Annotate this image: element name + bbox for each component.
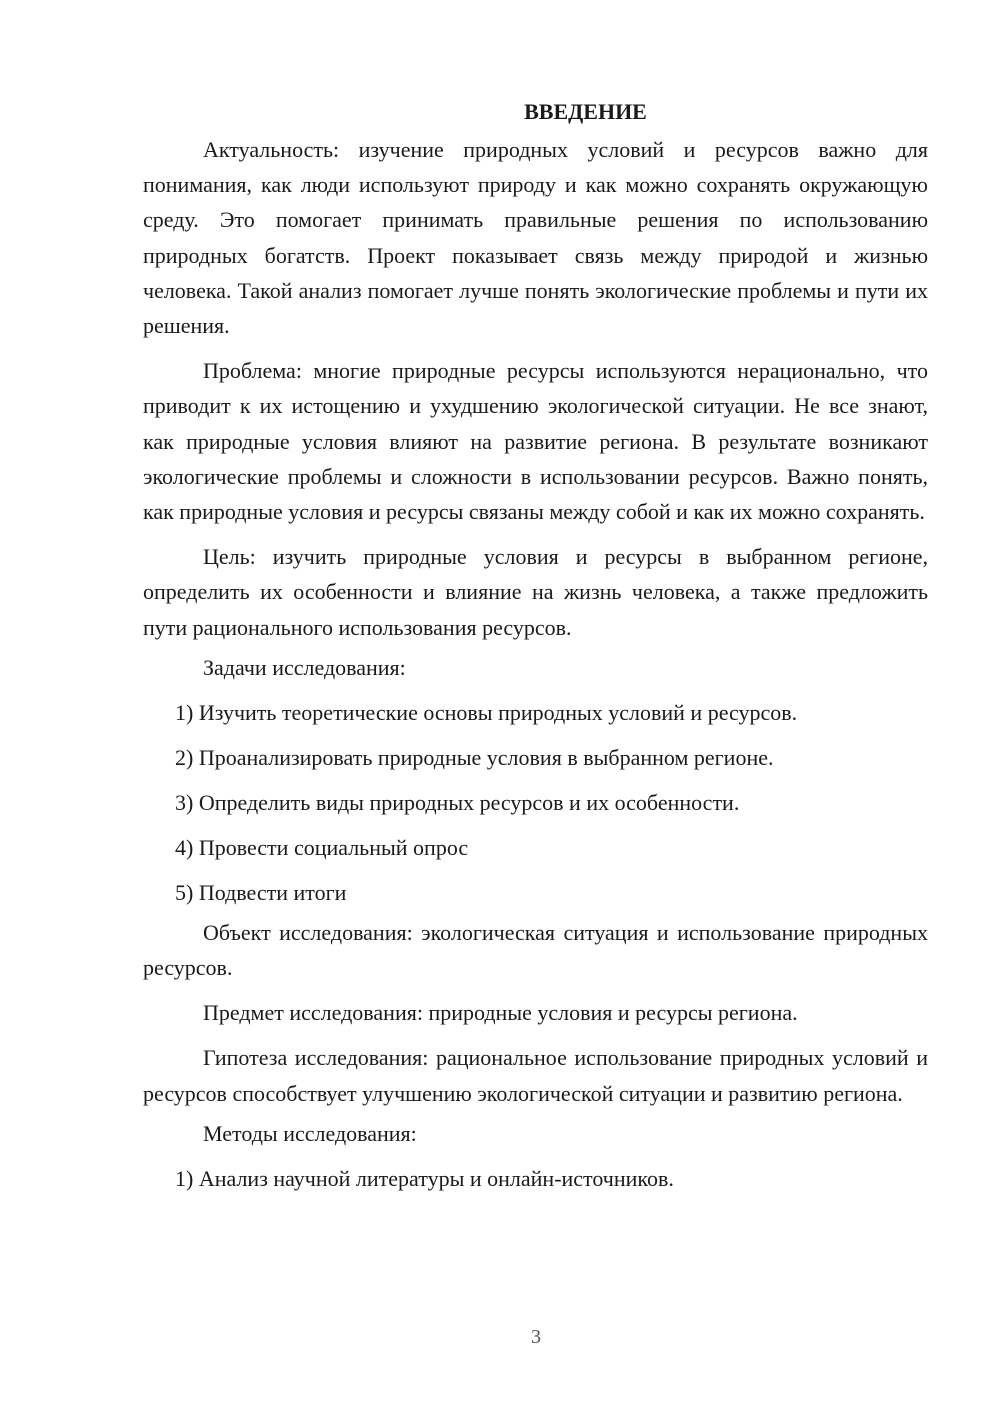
goal-paragraph: Цель: изучить природные условия и ресурсы в выбранном регионе, определить их особенности и влияние на жизнь человека, а также предложить пути рационального использования ресурсов. [143, 544, 928, 640]
problem-paragraph: Проблема: многие природные ресурсы используются нерационально, что приводит к их истощению и ухудшению экологической ситуации. Не все знают, как природные условия влияют на развитие региона. В результате возникают экологические проблемы и сложности в использовании ресурсов. Важно понять, как природные условия и ресурсы связаны между собой и как их можно сохранять. [143, 358, 928, 525]
document-page [143, 92, 928, 1201]
method-item: 1) Анализ научной литературы и онлайн-источников. [175, 1165, 674, 1191]
page-title: ВВЕДЕНИЕ [524, 99, 647, 124]
page-number: 3 [531, 1326, 541, 1348]
task-item: 1) Изучить теоретические основы природных условий и ресурсов. [175, 699, 798, 725]
task-item: 4) Провести социальный опрос [175, 834, 469, 860]
object-paragraph: Объект исследования: экологическая ситуация и использование природных ресурсов. [143, 919, 928, 981]
task-item: 2) Проанализировать природные условия в выбранном регионе. [175, 744, 774, 770]
task-item: 5) Подвести итоги [175, 879, 347, 905]
paragraph-gap [143, 1030, 928, 1040]
tasks-heading: Задачи исследования: [203, 654, 406, 680]
paragraph-gap [143, 985, 928, 995]
hypothesis-paragraph: Гипотеза исследования: рациональное использование природных условий и ресурсов способствует улучшению экологической ситуации и развитию региона. [143, 1045, 928, 1106]
relevance-paragraph: Актуальность: изучение природных условий и ресурсов важно для понимания, как люди используют природу и как можно сохранять окружающую среду. Это помогает принимать правильные решения по использованию природных богатств. Проект показывает связь между природой и жизнью человека. Такой анализ помогает лучше понять экологические проблемы и пути их решения. [143, 137, 928, 339]
task-item: 3) Определить виды природных ресурсов и их особенности. [175, 789, 740, 815]
methods-heading: Методы исследования: [203, 1120, 417, 1146]
paragraph-gap [143, 529, 928, 539]
subject-paragraph: Предмет исследования: природные условия и ресурсы региона. [203, 1000, 798, 1026]
paragraph-gap [143, 343, 928, 353]
